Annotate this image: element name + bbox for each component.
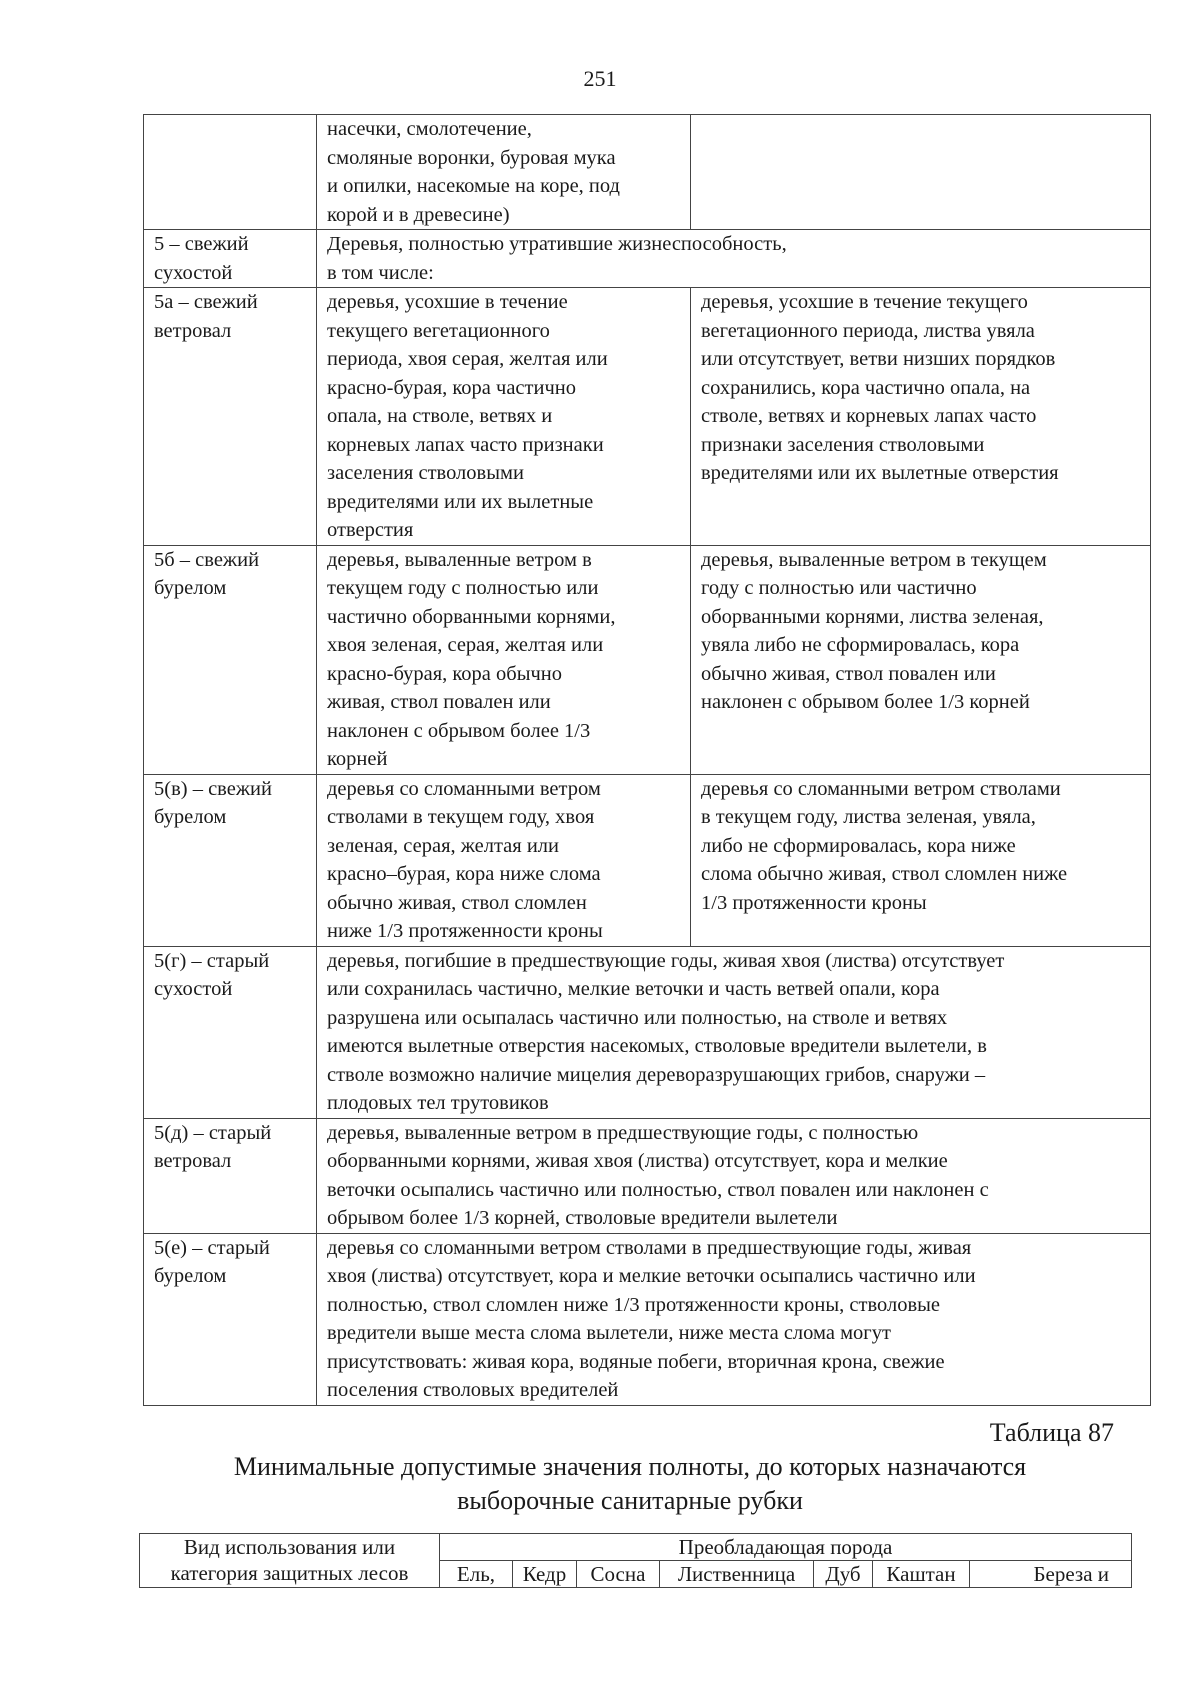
description-cell: Деревья, полностью утратившие жизнеспособность, в том числе: — [317, 230, 1151, 288]
table-row — [144, 1233, 1151, 1405]
species-header: Лиственница — [660, 1561, 814, 1588]
table-label: Таблица 87 — [989, 1418, 1114, 1447]
species-header: Береза и — [970, 1561, 1132, 1588]
conifer-signs-cell: деревья, вываленные ветром в текущем году с полностью или частично оборванными корнями, хвоя зеленая, серая, желтая или красно-бурая, кора обычно живая, ствол повален или наклонен с обрывом более 1/3 корней — [317, 545, 691, 774]
category-cell: 5(г) – старый сухостой — [144, 946, 317, 1118]
conifer-signs-cell: деревья со сломанными ветром стволами в текущем году, хвоя зеленая, серая, желтая или красно–бурая, кора ниже слома обычно живая, ствол сломлен ниже 1/3 протяженности кроны — [317, 774, 691, 946]
table-title — [140, 1450, 1120, 1518]
table-row — [144, 774, 1151, 946]
table-row — [144, 288, 1151, 546]
species-header: Сосна — [577, 1561, 660, 1588]
table-row — [144, 115, 1151, 230]
description-cell: деревья, вываленные ветром в предшествующие годы, с полностью оборванными корнями, живая хвоя (листва) отсутствует, кора и мелкие веточки осыпались частично или полностью, ствол повален или наклонен с обрывом более 1/3 корней, стволовые вредители вылетели — [317, 1118, 1151, 1233]
conifer-signs-cell: насечки, смолотечение, смоляные воронки, буровая мука и опилки, насекомые на коре, под корой и в древесине) — [317, 115, 691, 230]
deciduous-signs-cell: деревья со сломанными ветром стволами в текущем году, листва зеленая, увяла, либо не сформировалась, кора ниже слома обычно живая, ствол сломлен ниже 1/3 протяженности кроны — [691, 774, 1151, 946]
header-usage-category: Вид использования или категория защитных лесов — [140, 1534, 440, 1588]
table-row — [144, 545, 1151, 774]
species-header: Каштан — [873, 1561, 970, 1588]
header-row-1 — [140, 1534, 1132, 1561]
description-cell: деревья со сломанными ветром стволами в предшествующие годы, живая хвоя (листва) отсутствует, кора и мелкие веточки осыпались частично или полностью, ствол сломлен ниже 1/3 протяженности кроны, стволовые вредители выше места слома вылетели, ниже места слома могут присутствовать: живая кора, водяные побеги, вторичная крона, свежие поселения стволовых вредителей — [317, 1233, 1151, 1405]
table-title-line-2: выборочные санитарные рубки — [457, 1486, 803, 1515]
header-dominant-species: Преобладающая порода — [440, 1534, 1132, 1561]
page-number: 251 — [583, 66, 617, 91]
table-row — [144, 946, 1151, 1118]
category-cell: 5а – свежий ветровал — [144, 288, 317, 546]
table-row — [144, 230, 1151, 288]
category-cell: 5(в) – свежий бурелом — [144, 774, 317, 946]
deciduous-signs-cell: деревья, вываленные ветром в текущем году с полностью или частично оборванными корнями, листва зеленая, увяла либо не сформировалась, кора обычно живая, ствол повален или наклонен с обрывом более 1/3 корней — [691, 545, 1151, 774]
category-cell: 5б – свежий бурелом — [144, 545, 317, 774]
category-cell: 5(е) – старый бурелом — [144, 1233, 317, 1405]
table-title-line-1: Минимальные допустимые значения полноты, до которых назначаются — [233, 1452, 1027, 1481]
species-header: Ель, — [440, 1561, 513, 1588]
deciduous-signs-cell: деревья, усохшие в течение текущего вегетационного периода, листва увяла или отсутствует, ветви низших порядков сохранились, кора частично опала, на стволе, ветвях и корневых лапах часто признаки заселения стволовыми вредителями или их вылетные отверстия — [691, 288, 1151, 546]
min-density-table — [139, 1533, 1132, 1588]
deciduous-signs-cell — [691, 115, 1151, 230]
category-cell: 5(д) – старый ветровал — [144, 1118, 317, 1233]
tree-condition-table — [143, 114, 1151, 1406]
species-header: Кедр — [513, 1561, 577, 1588]
table-row — [144, 1118, 1151, 1233]
description-cell: деревья, погибшие в предшествующие годы, живая хвоя (листва) отсутствует или сохранилась частично, мелкие веточки и часть ветвей опали, кора разрушена или осыпалась частично или полностью, на стволе и ветвях имеются вылетные отверстия насекомых, стволовые вредители вылетели, в стволе возможно наличие мицелия дереворазрушающих грибов, снаружи – плодовых тел трутовиков — [317, 946, 1151, 1118]
category-cell — [144, 115, 317, 230]
species-header: Дуб — [814, 1561, 873, 1588]
category-cell: 5 – свежий сухостой — [144, 230, 317, 288]
conifer-signs-cell: деревья, усохшие в течение текущего вегетационного периода, хвоя серая, желтая или красно-бурая, кора частично опала, на стволе, ветвях и корневых лапах часто признаки заселения стволовыми вредителями или их вылетные отверстия — [317, 288, 691, 546]
